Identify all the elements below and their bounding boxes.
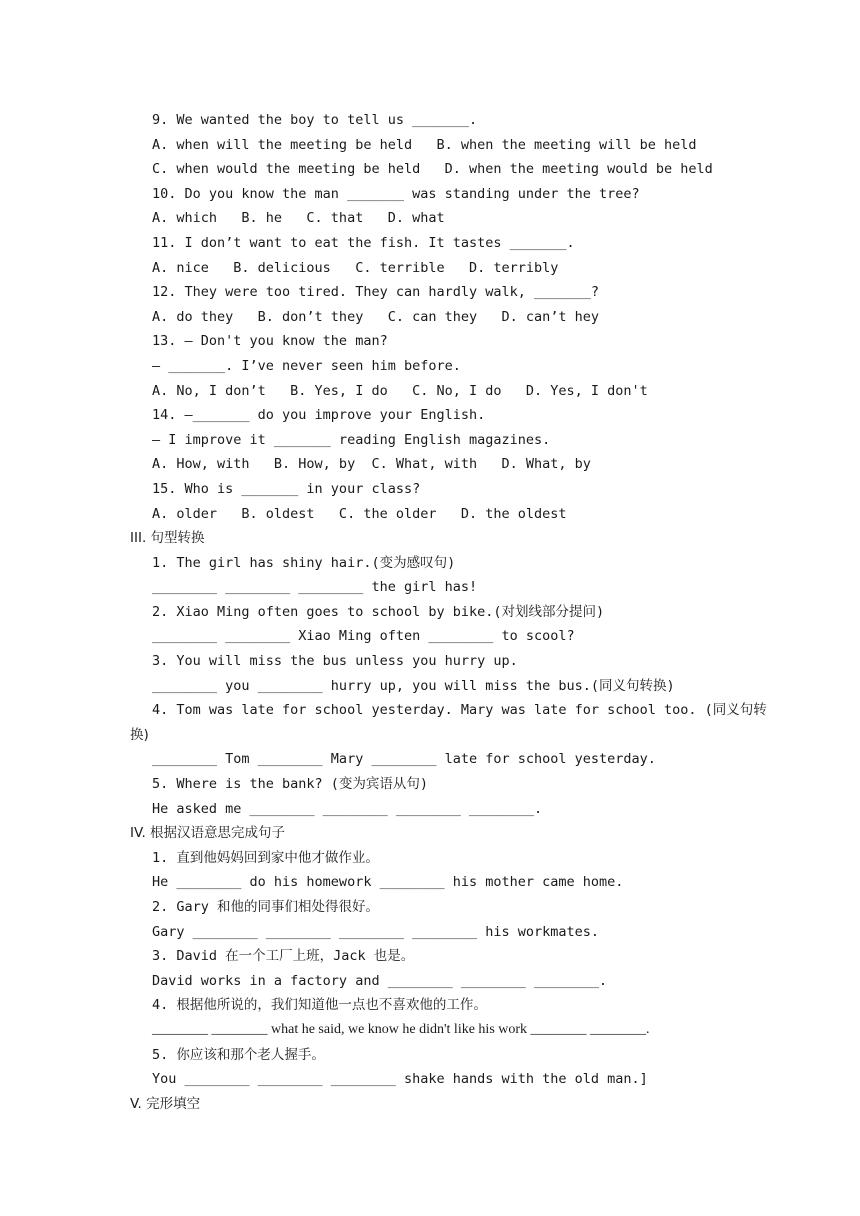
- text-line: Gary ________ ________ ________ ________ his workmates.: [152, 923, 600, 940]
- text-line: 1. The girl has shiny hair.(变为感叹句): [152, 554, 456, 571]
- text-line: 5. Where is the bank? (变为宾语从句): [152, 776, 429, 793]
- text-line: He ________ do his homework ________ his mother came home.: [152, 874, 624, 891]
- text-line: 1. 直到他妈妈回到家中他才做作业。: [152, 849, 379, 866]
- text-line: ________ Tom ________ Mary ________ late for school yesterday.: [152, 751, 656, 768]
- text-line: 3. You will miss the bus unless you hurry up.: [152, 653, 518, 670]
- text-line: 10. Do you know the man _______ was standing under the tree?: [152, 185, 640, 202]
- text-line: 15. Who is _______ in your class?: [152, 480, 421, 497]
- document-page: [0, 108, 860, 1116]
- text-line: A. which B. he C. that D. what: [152, 210, 445, 227]
- text-line: — I improve it _______ reading English magazines.: [152, 431, 551, 448]
- text-line: 11. I don’t want to eat the fish. It tastes _______.: [152, 234, 575, 251]
- text-line: ________ ________ what he said, we know he didn't like his work ________ ________.: [152, 1021, 650, 1037]
- text-line: A. older B. oldest C. the older D. the oldest: [152, 505, 567, 522]
- text-line: A. do they B. don’t they C. can they D. can’t hey: [152, 308, 600, 325]
- text-line: A. No, I don’t B. Yes, I do C. No, I do D. Yes, I don't: [152, 382, 648, 399]
- text-line: 3. David 在一个工厂上班，Jack 也是。: [152, 948, 415, 965]
- section-heading: 换): [130, 726, 149, 743]
- text-line: A. How, with B. How, by C. What, with D. What, by: [152, 456, 591, 473]
- text-line: 4. 根据他所说的，我们知道他一点也不喜欢他的工作。: [152, 997, 487, 1014]
- text-line: You ________ ________ ________ shake hands with the old man.]: [152, 1071, 648, 1088]
- text-line: 4. Tom was late for school yesterday. Mary was late for school too. (同义句转: [152, 702, 767, 719]
- text-line: David works in a factory and ________ ________ ________.: [152, 972, 608, 989]
- text-line: 2. Gary 和他的同事们相处得很好。: [152, 899, 380, 915]
- text-line: C. when would the meeting be held D. when the meeting would be held: [152, 161, 713, 178]
- text-line: ________ ________ Xiao Ming often ________ to scool?: [152, 628, 575, 645]
- text-line: He asked me ________ ________ ________ ________.: [152, 800, 543, 817]
- text-line: ________ ________ ________ the girl has!: [152, 579, 478, 596]
- text-line: 9. We wanted the boy to tell us _______.: [152, 112, 478, 128]
- section-heading: III. 句型转换: [130, 530, 205, 547]
- text-line: A. nice B. delicious C. terrible D. terribly: [152, 259, 559, 276]
- text-line: 14. —_______ do you improve your English.: [152, 407, 486, 424]
- text-line: 2. Xiao Ming often goes to school by bike.(对划线部分提问): [152, 603, 605, 620]
- text-line: ________ you ________ hurry up, you will miss the bus.(同义句转换): [152, 677, 675, 694]
- text-line: 5. 你应该和那个老人握手。: [152, 1046, 325, 1063]
- text-line: A. when will the meeting be held B. when the meeting will be held: [152, 136, 697, 153]
- section-heading: IV. 根据汉语意思完成句子: [130, 825, 286, 842]
- text-line: 13. — Don't you know the man?: [152, 333, 388, 350]
- text-line: 12. They were too tired. They can hardly walk, _______?: [152, 284, 600, 301]
- text-line: — _______. I’ve never seen him before.: [152, 357, 461, 374]
- section-heading: V. 完形填空: [130, 1095, 201, 1112]
